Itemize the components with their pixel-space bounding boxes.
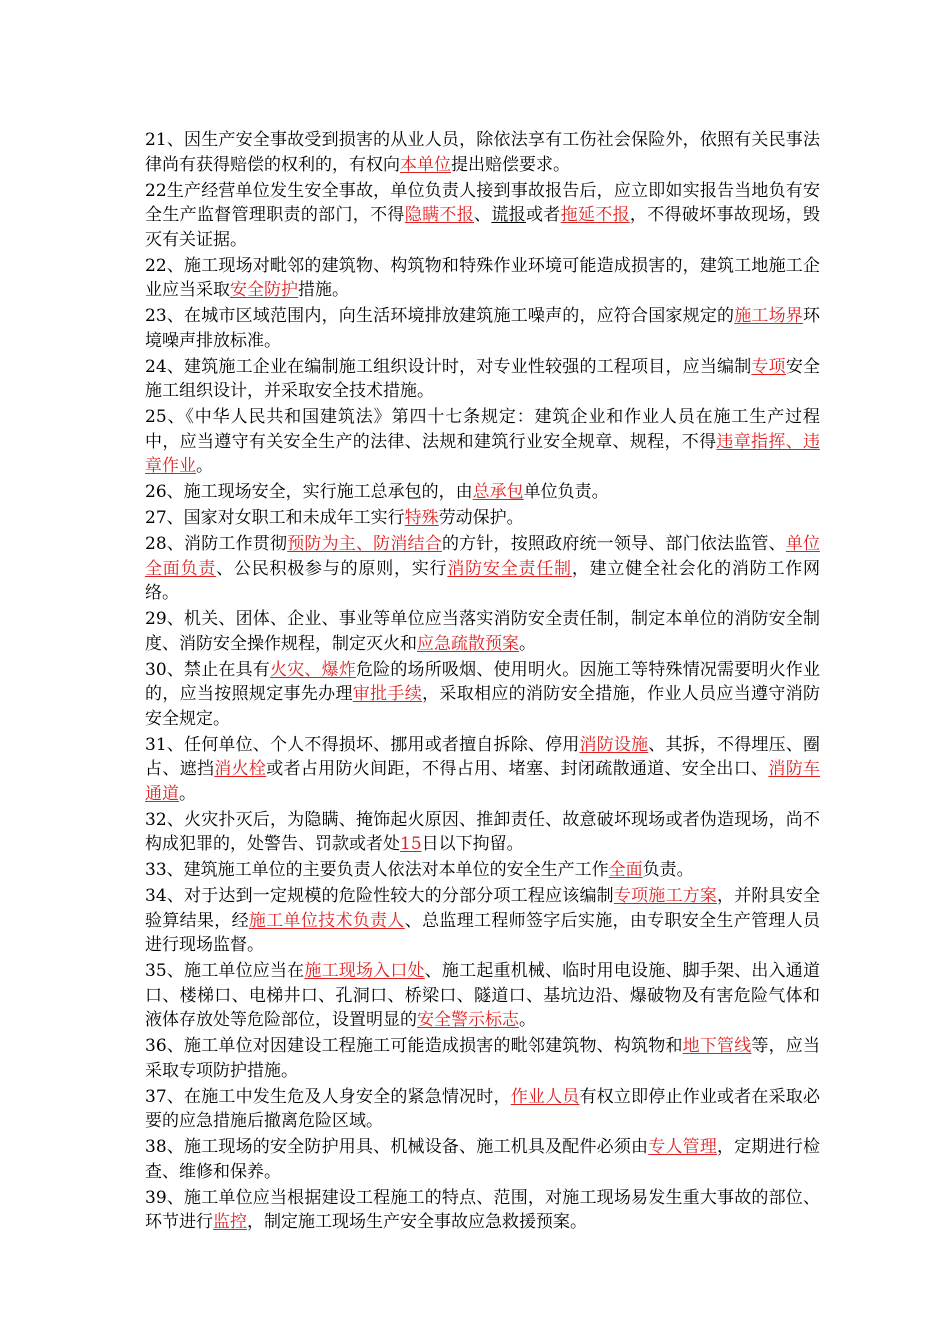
paragraph-text: 、其拆，不得埋压、圈占、遮挡 <box>145 734 821 779</box>
paragraph-text: ，制定施工现场生产安全事故应急救援预案。 <box>247 1212 587 1232</box>
paragraph-text: 、 <box>474 205 492 225</box>
answer-text: 拖延不报 <box>560 205 630 225</box>
paragraph-text: 日以下拘留。 <box>421 834 524 854</box>
paragraph-text: 安全施工组织设计，并采取安全技术措施。 <box>145 356 821 401</box>
paragraph-text: 32、火灾扑灭后，为隐瞒、掩饰起火原因、推卸责任、故意破坏现场或者伪造现场，尚不构成犯罪的，处警告、罚款或者处 <box>145 809 820 854</box>
answer-text: 安全防护 <box>230 280 298 300</box>
answer-text: 隐瞒不报 <box>404 205 475 225</box>
paragraph-text: 21、因生产安全事故受到损害的从业人员，除依法享有工伤社会保险外，依照有关民事法律尚有获得赔偿的权利的，有权向 <box>145 130 820 175</box>
paragraph-text: 39、施工单位应当根据建设工程施工的特点、范围，对施工现场易发生重大事故的部位、环节进行 <box>145 1187 820 1232</box>
paragraph-text: ，不得破坏事故现场，毁灭有关证据。 <box>145 205 821 250</box>
paragraph-text: 34、对于达到一定规模的危险性较大的分部分项工程应该编制 <box>145 886 614 906</box>
question-paragraph <box>145 959 820 1033</box>
answer-text: 地下管线 <box>682 1036 752 1056</box>
answer-text: 消防设施 <box>579 734 649 755</box>
paragraph-text: 危险的场所吸烟、使用明火。因施工等特殊情况需要明火作业的，应当按照规定事先办理 <box>145 659 821 704</box>
paragraph-text: 37、在施工中发生危及人身安全的紧急情况时， <box>145 1086 511 1107</box>
answer-text: 专人管理 <box>648 1137 718 1157</box>
question-paragraph <box>145 1085 820 1134</box>
answer-text: 安全警示标志 <box>417 1010 519 1030</box>
paragraph-text: 措施。 <box>298 280 349 300</box>
paragraph-text: 。 <box>519 633 536 654</box>
question-paragraph <box>145 808 820 857</box>
answer-text: 火灾、爆炸 <box>270 659 356 680</box>
answer-text: 施工场界 <box>734 306 803 326</box>
paragraph-text: 或者占用防火间距，不得占用、堵塞、封闭疏散通道、安全出口、 <box>266 759 769 779</box>
paragraph-text: 25、《中华人民共和国建筑法》第四十七条规定：建筑企业和作业人员在施工生产过程中，应当遵守有关安全生产的法律、法规和建筑行业安全规章、规程，不得 <box>145 407 820 452</box>
answer-text: 消防安全责任制 <box>447 558 572 579</box>
paragraph-text: 。 <box>179 783 196 804</box>
answer-text: 全面 <box>608 860 643 880</box>
paragraph-text: 负责。 <box>642 860 694 880</box>
paragraph-text: 或者 <box>525 205 561 225</box>
question-paragraph <box>145 179 820 253</box>
paragraph-text: 24、建筑施工企业在编制施工组织设计时，对专业性较强的工程项目，应当编制 <box>145 356 752 377</box>
document-body <box>145 128 820 1235</box>
question-paragraph <box>145 405 820 479</box>
paragraph-text: 38、施工现场的安全防护用具、机械设备、施工机具及配件必须由 <box>145 1137 649 1157</box>
question-paragraph <box>145 884 820 958</box>
question-paragraph <box>145 1135 820 1184</box>
question-paragraph <box>145 128 820 177</box>
paragraph-text: 22生产经营单位发生安全事故，单位负责人接到事故报告后，应立即如实报告当地负有安全生产监督管理职责的部门，不得 <box>145 180 820 225</box>
answer-text: 施工单位技术负责人 <box>248 910 405 931</box>
answer-text: 施工现场入口处 <box>304 961 425 981</box>
paragraph-text: 、总监理工程师签字后实施，由专职安全生产管理人员进行现场监督。 <box>145 910 821 955</box>
question-paragraph <box>145 355 820 404</box>
question-paragraph <box>145 733 820 807</box>
question-paragraph <box>145 532 820 606</box>
paragraph-text: 28、消防工作贯彻 <box>145 534 288 554</box>
paragraph-text: 29、机关、团体、企业、事业等单位应当落实消防安全责任制，制定本单位的消防安全制度、消防安全操作规程，制定灭火和 <box>145 609 820 654</box>
paragraph-text: 22、施工现场对毗邻的建筑物、构筑物和特殊作业环境可能造成损害的，建筑工地施工企业应当采取 <box>145 255 820 300</box>
paragraph-text: 提出赔偿要求。 <box>451 154 570 175</box>
question-paragraph <box>145 1186 820 1235</box>
question-paragraph <box>145 506 820 531</box>
paragraph-text: 、施工起重机械、临时用电设施、脚手架、出入通道口、楼梯口、电梯井口、孔洞口、桥梁口、隧道口、基坑边沿、爆破物及有害危险气体和液体存放处等危险部位，设置明显的 <box>145 961 820 1030</box>
paragraph-text: 的方针，按照政府统一领导、部门依法监管、 <box>441 534 786 554</box>
paragraph-text: 环境噪声排放标准。 <box>145 306 820 351</box>
paragraph-text: 36、施工单位对因建设工程施工可能造成损害的毗邻建筑物、构筑物和 <box>145 1036 683 1056</box>
question-paragraph <box>145 858 820 883</box>
paragraph-text: 有权立即停止作业或者在采取必要的应急措施后撤离危险区域。 <box>145 1086 821 1131</box>
question-paragraph <box>145 254 820 303</box>
answer-text: 本单位 <box>400 154 451 175</box>
paragraph-text: 33、建筑施工单位的主要负责人依法对本单位的安全生产工作 <box>145 860 609 880</box>
underlined-text: 谎报 <box>491 205 526 225</box>
paragraph-text: ，定期进行检查、维修和保养。 <box>145 1137 820 1182</box>
paragraph-text: ，建立健全社会化的消防工作网络。 <box>145 558 821 603</box>
paragraph-text: 。 <box>196 456 213 476</box>
question-paragraph <box>145 1034 820 1083</box>
paragraph-text: 26、施工现场安全，实行施工总承包的，由 <box>145 482 473 502</box>
paragraph-text: 23、在城市区域范围内，向生活环境排放建筑施工噪声的，应符合国家规定的 <box>145 306 735 326</box>
paragraph-text: 27、国家对女职工和未成年工实行 <box>145 508 405 528</box>
question-paragraph <box>145 304 820 353</box>
paragraph-text: 、公民积极参与的原则，实行 <box>216 558 448 579</box>
answer-text: 作业人员 <box>510 1086 580 1107</box>
answer-text: 消防车通道 <box>145 759 821 804</box>
answer-text: 15 <box>400 834 422 854</box>
answer-text: 审批手续 <box>352 684 423 704</box>
paragraph-text: ，并附具安全验算结果，经 <box>145 886 821 931</box>
question-paragraph <box>145 480 820 505</box>
answer-text: 违章指挥、违章作业 <box>145 431 821 476</box>
paragraph-text: 单位负责。 <box>523 482 609 502</box>
paragraph-text: 。 <box>519 1010 536 1030</box>
paragraph-text: 劳动保护。 <box>438 508 524 528</box>
answer-text: 专项施工方案 <box>613 886 718 906</box>
paragraph-text: ，采取相应的消防安全措施，作业人员应当遵守消防安全规定。 <box>145 684 821 729</box>
question-paragraph <box>145 658 820 732</box>
answer-text: 消火栓 <box>214 759 267 779</box>
answer-text: 监控 <box>213 1212 247 1232</box>
answer-text: 特殊 <box>404 508 439 528</box>
answer-text: 预防为主、防消结合 <box>287 534 442 554</box>
paragraph-text: 31、任何单位、个人不得损坏、挪用或者擅自拆除、停用 <box>145 734 580 755</box>
answer-text: 应急疏散预案 <box>417 633 519 654</box>
question-paragraph <box>145 607 820 656</box>
answer-text: 专项 <box>751 356 786 377</box>
paragraph-text: 等，应当采取专项防护措施。 <box>145 1036 821 1081</box>
answer-text: 总承包 <box>472 482 524 502</box>
answer-text: 单位全面负责 <box>145 534 821 579</box>
paragraph-text: 35、施工单位应当在 <box>145 961 305 981</box>
paragraph-text: 30、禁止在具有 <box>145 659 270 680</box>
